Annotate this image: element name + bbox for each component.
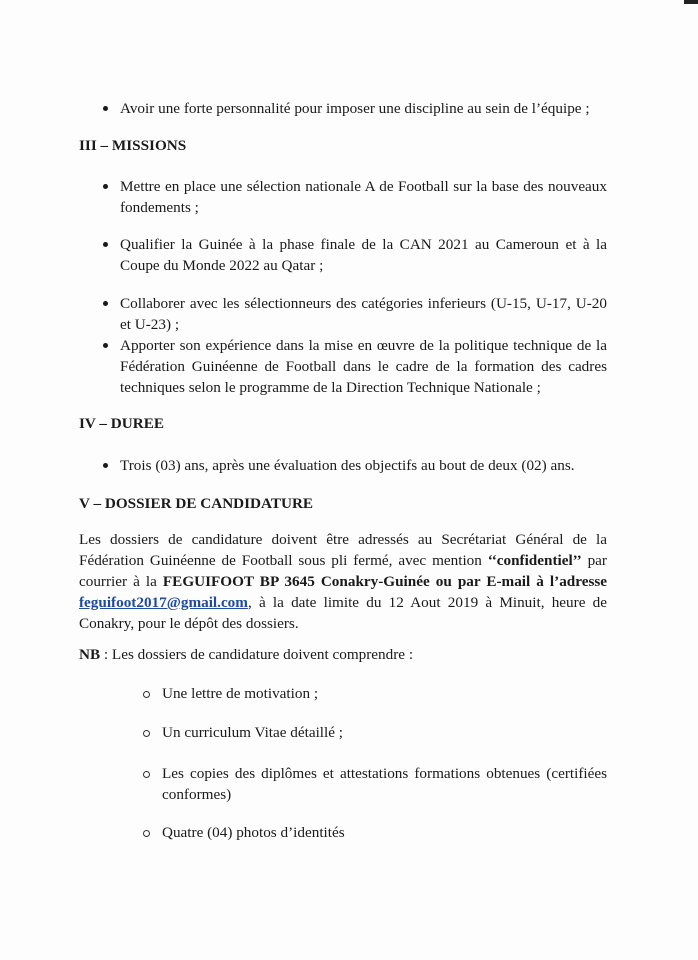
bullet-text: Une lettre de motivation ;: [162, 685, 319, 702]
nb-label: NB: [79, 646, 101, 663]
bullet-item: [102, 234, 607, 276]
circle-bullet-icon: [143, 771, 150, 778]
paragraph-line: [79, 571, 607, 592]
scan-edge-mark: [684, 0, 698, 4]
bullet-icon: [103, 184, 108, 189]
bullet-text: Collaborer avec les sélectionneurs des catégories inferieurs (U-15, U-17, U-20 et U-23) ;: [120, 295, 607, 333]
text-run: Les dossiers de candidature doivent être adressés au Secrétariat Général de la: [79, 531, 607, 548]
bullet-icon: [103, 343, 108, 348]
circle-bullet-icon: [143, 730, 150, 737]
bullet-text: Avoir une forte personnalité pour imposer une discipline au sein de l’équipe ;: [120, 100, 590, 117]
circle-bullet-icon: [143, 830, 150, 837]
paragraph-line: [79, 613, 607, 634]
nb-text: : Les dossiers de candidature doivent comprendre :: [100, 646, 414, 663]
paragraph-line: [79, 592, 607, 613]
bullet-icon: [103, 463, 108, 468]
section-heading-missions: III – MISSIONS: [79, 137, 187, 154]
section-heading-dossier: V – DOSSIER DE CANDIDATURE: [79, 495, 314, 512]
sub-bullet-item: [142, 763, 607, 805]
bullet-icon: [103, 106, 108, 111]
sub-bullet-item: [142, 822, 607, 843]
paragraph-line: [79, 550, 607, 571]
bullet-item: [102, 98, 607, 119]
bullet-item: [102, 176, 607, 218]
sub-bullet-item: [142, 722, 607, 743]
address-text: FEGUIFOOT BP 3645 Conakry-Guinée ou par E-mail à l’adresse: [162, 573, 608, 590]
bullet-text: Qualifier la Guinée à la phase finale de la CAN 2021 au Cameroun et à la Coupe du Monde 2022 au Qatar ;: [120, 236, 607, 274]
bullet-text: Mettre en place une sélection nationale A de Football sur la base des nouveaux fondements ;: [120, 178, 607, 216]
bullet-item: [102, 335, 607, 398]
text-run: courrier à la: [79, 573, 163, 590]
bullet-text: Les copies des diplômes et attestations formations obtenues (certifiées conformes): [162, 765, 607, 803]
section-heading-duree: IV – DUREE: [79, 415, 164, 432]
circle-bullet-icon: [143, 691, 150, 698]
bullet-item: [102, 455, 607, 476]
dossier-paragraph: [79, 529, 607, 634]
sub-bullet-item: [142, 683, 607, 704]
bullet-item: [102, 293, 607, 335]
text-run: par: [581, 552, 607, 569]
paragraph-line: [79, 529, 607, 550]
bullet-icon: [103, 301, 108, 306]
text-run: Fédération Guinéenne de Football sous pli fermé, avec mention: [79, 552, 488, 569]
bullet-text: Un curriculum Vitae détaillé ;: [162, 724, 343, 741]
bullet-text: Trois (03) ans, après une évaluation des objectifs au bout de deux (02) ans.: [120, 457, 575, 474]
nb-line: [79, 644, 413, 665]
bullet-text: Apporter son expérience dans la mise en œuvre de la politique technique de la Fédération Guinéenne de Football dans le cadre de la formation des cadres techniques selon le programme de la Direction Technique Nationale ;: [120, 337, 607, 396]
confidentiel-text: ‘‘confidentiel’’: [487, 552, 582, 569]
text-run: , à la date limite du 12 Aout 2019 à Minuit, heure de: [247, 594, 607, 611]
text-run: Conakry, pour le dépôt des dossiers.: [79, 615, 299, 632]
bullet-icon: [103, 242, 108, 247]
email-link[interactable]: feguifoot2017@gmail.com: [79, 594, 248, 611]
bullet-text: Quatre (04) photos d’identités: [162, 824, 345, 841]
